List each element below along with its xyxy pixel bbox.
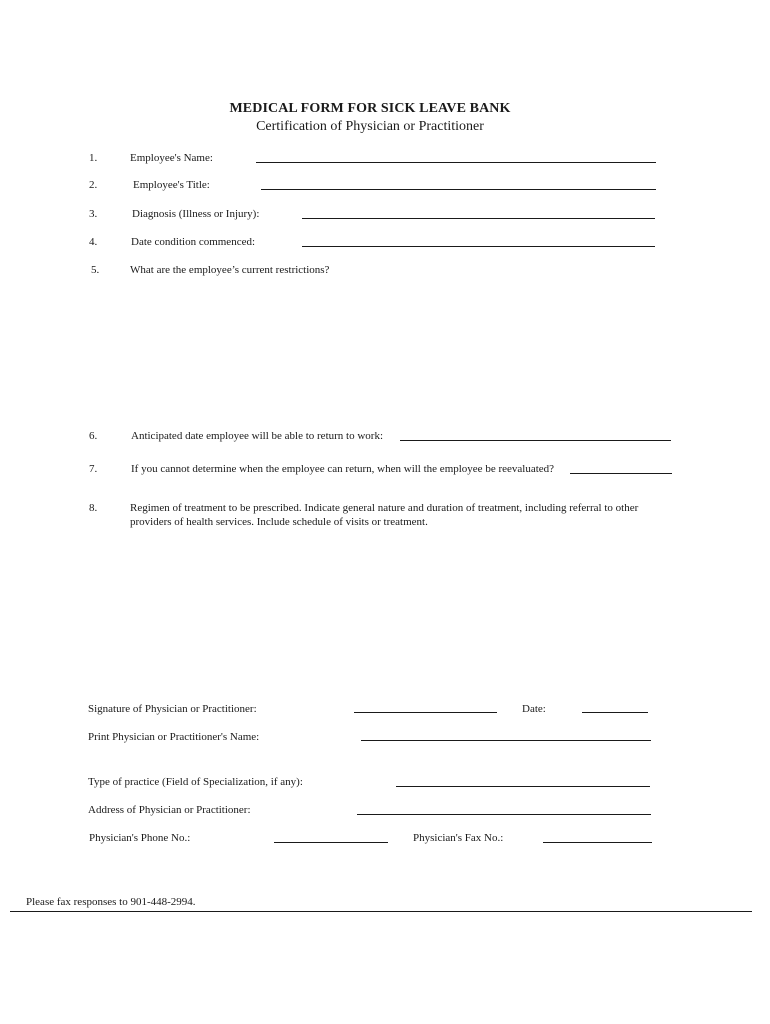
return-date-label: Anticipated date employee will be able to return to work:	[131, 430, 384, 442]
item-5-number: 5.	[91, 264, 100, 276]
date-field[interactable]	[582, 712, 648, 713]
fax-note: Please fax responses to 901-448-2994.	[26, 896, 196, 908]
item-8-number: 8.	[89, 502, 98, 514]
item-3-number: 3.	[89, 208, 98, 220]
date-label: Date:	[522, 703, 546, 715]
restrictions-answer-area[interactable]	[130, 280, 670, 420]
treatment-regimen-label: Regimen of treatment to be prescribed. Indicate general nature and duration of treatment, including referral to other providers of health services. Include schedule of visits or treatment.	[130, 502, 639, 528]
form-subtitle: Certification of Physician or Practitioner	[256, 119, 484, 134]
restrictions-label: What are the employee’s current restrictions?	[130, 264, 330, 276]
address-field[interactable]	[357, 814, 651, 815]
item-4-number: 4.	[89, 236, 98, 248]
reevaluation-label: If you cannot determine when the employee can return, when will the employee be reevaluated?	[131, 463, 555, 475]
item-7-number: 7.	[89, 463, 98, 475]
phone-field[interactable]	[274, 842, 388, 843]
employee-title-field[interactable]	[261, 189, 656, 190]
diagnosis-label: Diagnosis (Illness or Injury):	[132, 208, 260, 220]
diagnosis-field[interactable]	[302, 218, 655, 219]
address-label: Address of Physician or Practitioner:	[88, 804, 251, 816]
date-commenced-label: Date condition commenced:	[131, 236, 256, 248]
practice-type-field[interactable]	[396, 786, 650, 787]
reevaluation-field[interactable]	[570, 473, 672, 474]
print-name-field[interactable]	[361, 740, 651, 741]
signature-field[interactable]	[354, 712, 497, 713]
treatment-answer-area[interactable]	[130, 535, 670, 685]
return-date-field[interactable]	[400, 440, 671, 441]
item-2-number: 2.	[89, 179, 98, 191]
form-title: MEDICAL FORM FOR SICK LEAVE BANK	[229, 101, 511, 116]
practice-type-label: Type of practice (Field of Specialization, if any):	[88, 776, 303, 788]
employee-name-label: Employee's Name:	[130, 152, 213, 164]
print-name-label: Print Physician or Practitioner's Name:	[88, 731, 260, 743]
employee-name-field[interactable]	[256, 162, 656, 163]
fax-label: Physician's Fax No.:	[413, 832, 504, 844]
date-commenced-field[interactable]	[302, 246, 655, 247]
item-6-number: 6.	[89, 430, 98, 442]
phone-label: Physician's Phone No.:	[89, 832, 191, 844]
employee-title-label: Employee's Title:	[133, 179, 210, 191]
fax-field[interactable]	[543, 842, 652, 843]
signature-label: Signature of Physician or Practitioner:	[88, 703, 257, 715]
footer-divider	[10, 911, 752, 912]
item-1-number: 1.	[89, 152, 98, 164]
